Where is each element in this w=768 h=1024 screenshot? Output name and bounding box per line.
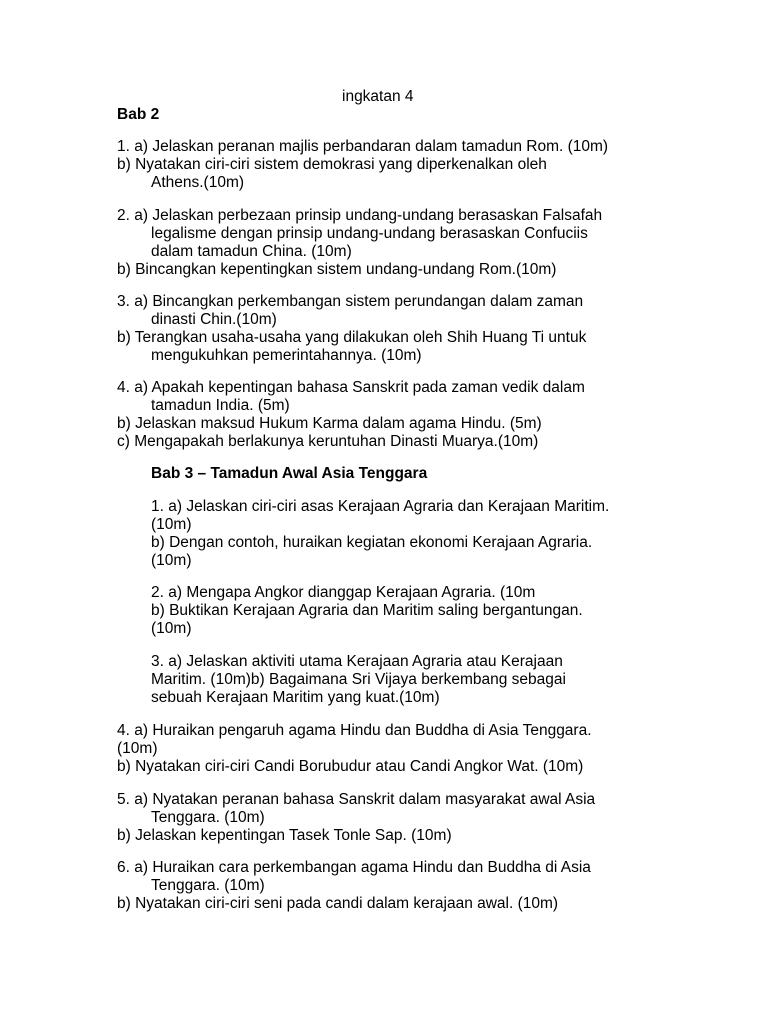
question-line: (10m) — [151, 552, 192, 569]
page-title: ingkatan 4 — [342, 88, 414, 105]
question-line: 2. a) Mengapa Angkor dianggap Kerajaan Agraria. (10m — [151, 584, 536, 601]
question-line: b) Nyatakan ciri-ciri Candi Borubudur atau Candi Angkor Wat. (10m) — [117, 758, 584, 775]
question-line: mengukuhkan pemerintahannya. (10m) — [151, 347, 422, 364]
question-line: 3. a) Jelaskan aktiviti utama Kerajaan Agraria atau Kerajaan — [151, 653, 563, 670]
question-line: b) Dengan contoh, huraikan kegiatan ekonomi Kerajaan Agraria. — [151, 534, 593, 551]
question-line: Maritim. (10m)b) Bagaimana Sri Vijaya berkembang sebagai — [151, 671, 566, 688]
question-line: Tenggara. (10m) — [151, 809, 265, 826]
question-line: b) Jelaskan kepentingan Tasek Tonle Sap. (10m) — [117, 827, 452, 844]
question-line: sebuah Kerajaan Maritim yang kuat.(10m) — [151, 689, 440, 706]
question-line: 5. a) Nyatakan peranan bahasa Sanskrit dalam masyarakat awal Asia — [117, 791, 596, 808]
question-line: Tenggara. (10m) — [151, 877, 265, 894]
question-line: 4. a) Huraikan pengaruh agama Hindu dan Buddha di Asia Tenggara. — [117, 722, 592, 739]
question-line: c) Mengapakah berlakunya keruntuhan Dinasti Muarya.(10m) — [117, 433, 539, 450]
question-line: (10m) — [117, 740, 158, 757]
bab2-heading: Bab 2 — [117, 106, 160, 123]
question-line: tamadun India. (5m) — [151, 397, 290, 414]
question-line: Athens.(10m) — [151, 174, 245, 191]
question-line: 4. a) Apakah kepentingan bahasa Sanskrit pada zaman vedik dalam — [117, 379, 585, 396]
question-line: legalisme dengan prinsip undang-undang berasaskan Confuciis — [151, 225, 588, 242]
bab3-heading: Bab 3 – Tamadun Awal Asia Tenggara — [151, 465, 428, 482]
question-line: b) Nyatakan ciri-ciri seni pada candi dalam kerajaan awal. (10m) — [117, 895, 559, 912]
question-line: b) Buktikan Kerajaan Agraria dan Maritim saling bergantungan. — [151, 602, 583, 619]
question-line: b) Terangkan usaha-usaha yang dilakukan oleh Shih Huang Ti untuk — [117, 329, 587, 346]
question-line: 1. a) Jelaskan peranan majlis perbandaran dalam tamadun Rom. (10m) — [117, 138, 609, 155]
question-line: (10m) — [151, 516, 192, 533]
question-line: (10m) — [151, 620, 192, 637]
question-line: b) Bincangkan kepentingkan sistem undang-undang Rom.(10m) — [117, 261, 557, 278]
question-line: 1. a) Jelaskan ciri-ciri asas Kerajaan Agraria dan Kerajaan Maritim. — [151, 498, 610, 515]
question-line: dalam tamadun China. (10m) — [151, 243, 352, 260]
question-line: b) Jelaskan maksud Hukum Karma dalam agama Hindu. (5m) — [117, 415, 542, 432]
question-line: b) Nyatakan ciri-ciri sistem demokrasi yang diperkenalkan oleh — [117, 156, 547, 173]
question-line: 6. a) Huraikan cara perkembangan agama Hindu dan Buddha di Asia — [117, 859, 591, 876]
question-line: dinasti Chin.(10m) — [151, 311, 277, 328]
question-line: 3. a) Bincangkan perkembangan sistem perundangan dalam zaman — [117, 293, 584, 310]
question-line: 2. a) Jelaskan perbezaan prinsip undang-undang berasaskan Falsafah — [117, 207, 603, 224]
